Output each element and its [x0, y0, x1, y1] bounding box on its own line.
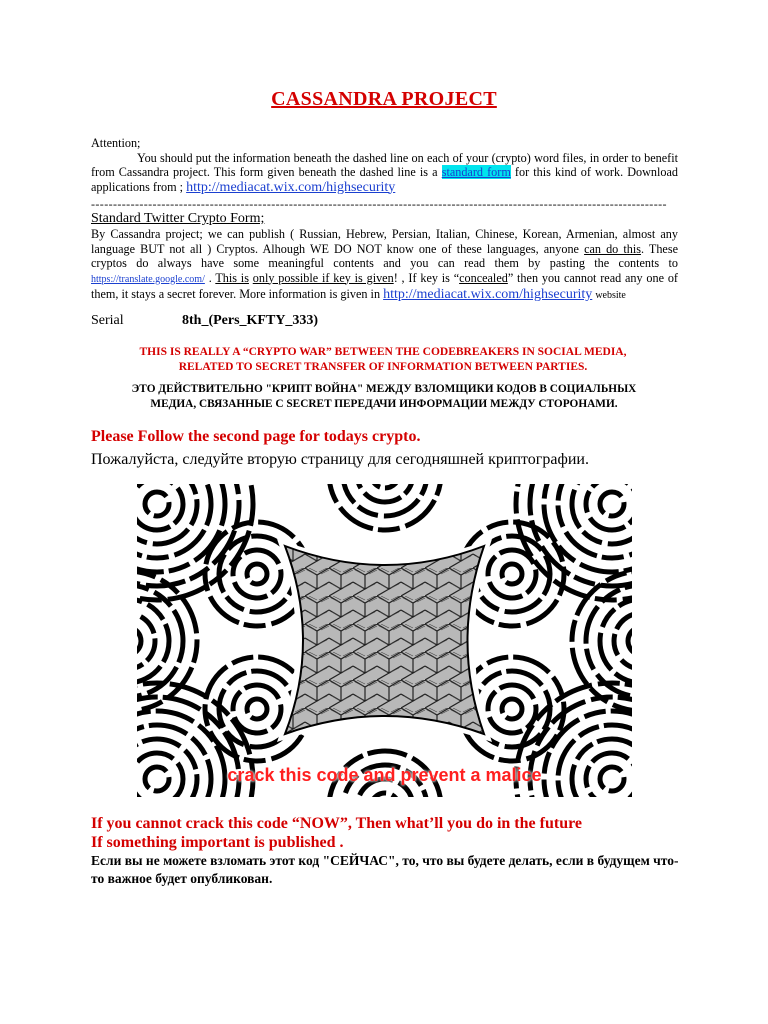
serial-value: 8th_(Pers_KFTY_333)	[182, 313, 319, 328]
translate-link[interactable]: https://translate.google.com/	[91, 273, 205, 285]
dashed-separator: -----------------------------------------------------------------------------------------------------------------------------------	[91, 197, 667, 211]
intro-paragraph	[91, 136, 678, 195]
can-do-this-text: can do this	[584, 241, 641, 256]
standard-form-highlight: standard form	[441, 165, 511, 179]
follow-second-page-en: Please Follow the second page for todays crypto.	[91, 428, 421, 445]
attention-label: Attention;	[91, 136, 141, 150]
form-title: Standard Twitter Crypto Form;	[91, 211, 265, 226]
optical-illusion-graphic	[137, 484, 632, 797]
serial-label: Serial	[91, 313, 124, 328]
figure-caption: crack this code and prevent a malice	[227, 765, 542, 785]
bottom-question-ru: Если вы не можете взломать этот код "СЕЙЧАС", то, что вы будете делать, если в будущем что-то важное будет опубликован.	[91, 853, 679, 886]
highsecurity-link[interactable]: http://mediacat.wix.com/highsecurity	[186, 179, 396, 195]
intro-text-1: You should put the information beneath the dashed line on each of your (crypto) word files, in order to benefit from Cassandra project. This form given beneath the dashed line is a	[91, 150, 678, 179]
crypto-pattern-image	[137, 484, 632, 797]
form-body: By Cassandra project; we can publish ( Russian, Hebrew, Persian, Italian, Chinese, Korean, Armenian, almost any language BUT not all ) Cryptos. Alhough WE DO NOT know one of these languages, anyone can do this. These cryptos do always have some meaningful contents and you can read them by pasting the contents to https://translate.google.com/ . This is only possible if key is given! , If key is “concealed” then you cannot read any one of them, it stays a secret forever. More information is given in http://mediacat.wix.com/highsecurity website	[91, 227, 678, 302]
follow-second-page-ru: Пожалуйста, следуйте вторую страницу для сегодняшней криптографии.	[91, 451, 589, 468]
bottom-question-en: If you cannot crack this code “NOW”, Then what’ll you do in the future If something important is published .	[91, 815, 582, 851]
intro-text-2: for this kind of work. Download applications from ;	[91, 165, 679, 194]
crypto-war-ru: ЭТО ДЕЙСТВИТЕЛЬНО "КРИПТ ВОЙНА" МЕЖДУ ВЗЛОМЩИКИ КОДОВ В СОЦИАЛЬНЫХ МЕДИА, СВЯЗАННЫЕ С SECRET ПЕРЕДАЧИ ИНФОРМАЦИИ МЕЖДУ СТОРОНАМИ.	[131, 383, 637, 410]
document-title: CASSANDRA PROJECT	[271, 88, 497, 110]
highsecurity-link-2[interactable]: http://mediacat.wix.com/highsecurity	[383, 287, 593, 302]
crypto-war-en: THIS IS REALLY A “CRYPTO WAR” BETWEEN THE CODEBREAKERS IN SOCIAL MEDIA, RELATED TO SECRET TRANSFER OF INFORMATION BETWEEN PARTIES.	[139, 346, 627, 373]
